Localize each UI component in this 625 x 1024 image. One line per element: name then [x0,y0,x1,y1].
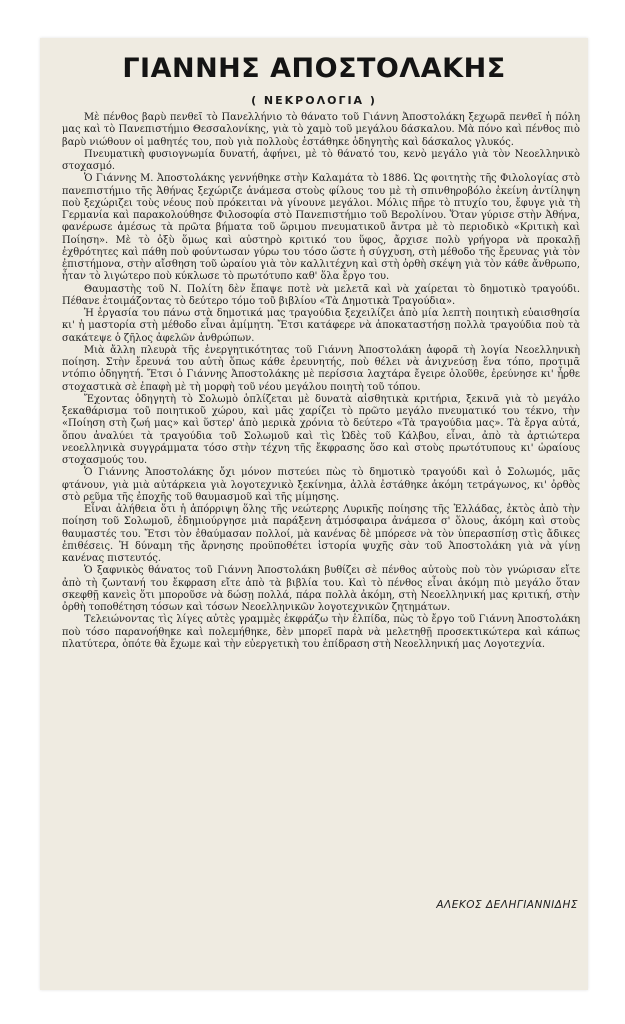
paragraph: Ὁ ξαφνικὸς θάνατος τοῦ Γιάννη Ἀποστολάκη βυθίζει σὲ πένθος αὐτοὺς ποὺ τὸν γνώρισαν εἴτε ἀπὸ τὴ ζωντανή του ἔκφραση εἴτε ἀπὸ τὰ βιβλία του. Καὶ τὸ πένθος εἶναι ἀκόμη πιὸ μεγάλο ὅταν σκεφθῇ κανεὶς ὅτι μποροῦσε νὰ δώσῃ πολλά, πάρα πολλὰ ἀκόμη, στὴ Νεοελληνική μας κριτική, στὴν ὀρθὴ τοποθέτηση τόσων καὶ τόσων Νεοελληνικῶν λογοτεχνικῶν ζητημάτων. [62,565,580,613]
article-body [62,112,580,651]
paragraph: Ἡ ἐργασία του πάνω στὰ δημοτικά μας τραγούδια ξεχειλίζει ἀπὸ μία λεπτὴ ποιητικὴ εὐαισθησία κι' ἡ μαστορία στὴ μέθοδο εἶναι ἀμίμητη. Ἔτσι κατάφερε νὰ ἀποκαταστήσῃ πολλὰ τραγούδια ποὺ τὰ σακάτεψε ὁ ζῆλος ἀφελῶν ἀνθρώπων. [62,308,580,344]
paragraph: Μὲ πένθος βαρὺ πενθεῖ τὸ Πανελλήνιο τὸ θάνατο τοῦ Γιάννη Ἀποστολάκη ξεχωρᾶ πενθεῖ ἡ πόλη μας καὶ τὸ Πανεπιστήμιο Θεσσαλονίκης, γιὰ τὸ χαμὸ τοῦ μεγάλου δάσκαλου. Μὰ πόνο καὶ πένθος πιὸ βαρὺ νιώθουν οἱ μαθητές του, ποὺ γιὰ πολλοὺς ἐστάθηκε ὁδηγητὴς καὶ δάσκαλος γλυκός. [62,112,580,148]
paragraph: Τελειώνοντας τὶς λίγες αὐτὲς γραμμὲς ἐκφράζω τὴν ἐλπίδα, πὼς τὸ ἔργο τοῦ Γιάννη Ἀποστολάκη ποὺ τόσο παρανοήθηκε καὶ πολεμήθηκε, δὲν μπορεῖ παρὰ νὰ μελετηθῇ προσεκτικώτερα καὶ κάπως πλατύτερα, ὁπότε θὰ ἔχωμε καὶ τὴν εὐεργετικὴ του ἐπίδραση στὴ Νεοελληνική μας Λογοτεχνία. [62,614,580,650]
paragraph: Μιὰ ἄλλη πλευρὰ τῆς ἐνεργητικότητας τοῦ Γιάννη Ἀποστολάκη ἀφορᾶ τὴ λογία Νεοελληνικὴ ποίηση. Στὴν ἔρευνά του αὐτὴ ὅπως κάθε ἐρευνητής, ποὺ θέλει νὰ ἀνιχνεύσῃ ἕνα τόπο, προτιμᾶ ντόπιο ὁδηγητή. Ἔτσι ὁ Γιάννης Ἀποστολάκης μὲ περίσσια λαχτάρα ἔγειρε ὁλοῦθε, ἐρεύνησε κι' ἦρθε στοχαστικὰ σὲ ἐπαφὴ μὲ τὴ μορφὴ τοῦ νέου μεγάλου ποιητὴ τοῦ τόπου. [62,344,580,393]
article-subtitle: ( ΝΕΚΡΟΛΟΓΙΑ ) [251,94,377,107]
paragraph: Ἔχοντας ὁδηγητὴ τὸ Σολωμὸ ὁπλίζεται μὲ δυνατὰ αἰσθητικὰ κριτήρια, ξεκινᾶ γιὰ τὸ μεγάλο ξεκαθάρισμα τοῦ ποιητικοῦ χώρου, καὶ μᾶς χαρίζει τὸ πρῶτο μεγάλο πνευματικό του τέκνο, τὴν «Ποίηση στὴ ζωή μας» καὶ ὕστερ' ἀπὸ μερικὰ χρόνια τὸ δεύτερο «Τὰ τραγούδια μας». Τὰ ἔργα αὐτά, ὅπου ἀναλύει τὰ τραγούδια τοῦ Σολωμοῦ καὶ τὶς Ὠδὲς τοῦ Κάλβου, εἶναι, ἀπὸ τὰ ἀρτιώτερα νεοελληνικὰ συγγράμματα τόσο στὴν τέχνη τῆς ἔκφρασης ὅσο καὶ στοὺς πρωτότυπους κι' ὡραίους στοχασμούς του. [62,393,580,466]
article-title: ΓΙΑΝΝΗΣ ΑΠΟΣΤΟΛΑΚΗΣ [122,53,506,84]
paragraph: Ὁ Γιάννης Μ. Ἀποστολάκης γεννήθηκε στὴν Καλαμάτα τὸ 1886. Ὡς φοιτητὴς τῆς Φιλολογίας στὸ πανεπιστήμιο τῆς Ἀθήνας ξεχώριζε ἀνάμεσα στοὺς φίλους του μὲ τὴ σπινθηροβόλο ἐκείνη ἀντίληψη ποὺ ξεχώριζει τοὺς νέους ποὺ πρόκειται νὰ γίνουνε μεγάλοι. Μόλις πῆρε τὸ πτυχίο του, ἔφυγε γιὰ τὴ Γερμανία καὶ παρακολούθησε Φιλοσοφία στὸ Πανεπιστήμιο τοῦ Βερολίνου. Ὅταν γύρισε στὴν Ἀθήνα, φανέρωσε ἀμέσως τὰ πρῶτα βήματα τοῦ ὥριμου πνευματικοῦ ἄντρα μὲ τὸ περιοδικὸ «Κριτικὴ καὶ Ποίηση». Μὲ τὸ ὀξὺ ὅμως καὶ αὐστηρὸ κριτικό του ὕφος, ἄρχισε πολὺ γρήγορα νὰ προκαλῇ ἐχθρότητες καὶ πάθη ποὺ φούντωσαν γύρω του τόσο ὥστε ἡ σύγχυση, στὴ μέθοδο τῆς ἔρευνας γιὰ τὸν ἐπιστήμονα, στὴν αἴσθηση τοῦ ὡραίου γιὰ τὸν καλλιτέχνη καὶ στὴ ὀρθὴ σκέψη γιὰ τὸν κάθε ἄνθρωπο, ἦταν τὸ λιγώτερο ποὺ κύκλωσε τὸ πρωτότυπο καθ' ὅλα ἔργο του. [62,173,580,283]
paragraph: Θαυμαστὴς τοῦ Ν. Πολίτη δὲν ἔπαψε ποτὲ νὰ μελετᾶ καὶ νὰ χαίρεται τὸ δημοτικὸ τραγούδι. Πέθανε ἑτοιμάζοντας τὸ δεύτερο τόμο τοῦ βιβλίου «Τὰ Δημοτικὰ Τραγούδια». [62,283,580,307]
paragraph: Πνευματικὴ φυσιογνωμία δυνατή, ἀφήνει, μὲ τὸ θάνατό του, κενὸ μεγάλο γιὰ τὸν Νεοελληνικὸ στοχασμό. [62,148,580,172]
author-signature: ΑΛΕΚΟΣ ΔΕΛΗΓΙΑΝΝΙΔΗΣ [436,899,578,911]
paragraph: Εἶναι ἀλήθεια ὅτι ἡ ἀπόρριψη ὅλης τῆς νεώτερης Λυρικῆς ποίησης τῆς Ἑλλάδας, ἐκτὸς ἀπὸ τὴν ποίηση τοῦ Σολωμοῦ, ἐδημιούργησε μιὰ παράξενη ἀτμόσφαιρα ἀνάμεσα σ' ὅλους, ἀκόμη καὶ στοὺς θαυμαστές του. Ἔτσι τὸν ἐθαύμασαν πολλοί, μὰ κανένας δὲ μπόρεσε νὰ τὸν ὑπερασπίσῃ στὶς ἄδικες ἐπιθέσεις. Ἡ δύναμη τῆς ἄρνησης προϋποθέτει ἱστορία ψυχῆς σὰν τοῦ Ἀποστολάκη γιὰ νὰ γίνῃ κανένας πιστευτός. [62,504,580,564]
paragraph: Ὁ Γιάννης Ἀποστολάκης ὄχι μόνον πιστεύει πὼς τὸ δημοτικὸ τραγούδι καὶ ὁ Σολωμός, μᾶς φτάνουν, γιὰ μιὰ αὐτάρκεια γιὰ λογοτεχνικὸ ξεκίνημα, ἀλλὰ ἐστάθηκε ἀκόμη τετράγωνος, κι' ὀρθὸς στὸ ρεῦμα τῆς ἐποχῆς τοῦ θαυμασμοῦ καὶ τῆς μίμησης. [62,467,580,503]
